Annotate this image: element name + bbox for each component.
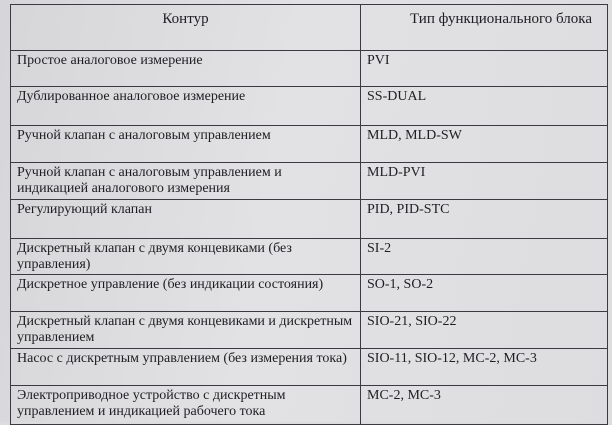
contour-cell: Регулирующий клапан (11, 200, 361, 239)
contour-cell: Ручной клапан с аналоговым управлением и индикацией аналогового измерения (11, 163, 361, 200)
table-row (11, 239, 608, 275)
contour-cell: Дискретное управление (без индикации состояния) (11, 275, 361, 312)
header-block-type: Тип функционального блока (361, 5, 608, 51)
function-block-table (10, 4, 608, 425)
block-type-cell: MC-2, MC-3 (361, 386, 608, 425)
block-type-cell: PVI (361, 51, 608, 87)
block-type-cell: SIO-11, SIO-12, MC-2, MC-3 (361, 349, 608, 386)
table-row (11, 386, 608, 425)
table-row (11, 200, 608, 239)
contour-cell: Дискретный клапан с двумя концевиками и дискретным управлением (11, 312, 361, 349)
contour-cell: Простое аналоговое измерение (11, 51, 361, 87)
contour-cell: Ручной клапан с аналоговым управлением (11, 126, 361, 163)
table-row (11, 349, 608, 386)
block-type-cell: SI-2 (361, 239, 608, 275)
contour-cell: Дискретный клапан с двумя концевиками (без управления) (11, 239, 361, 275)
header-contour: Контур (11, 5, 361, 51)
block-type-cell: SS-DUAL (361, 87, 608, 126)
contour-cell: Электроприводное устройство с дискретным управлением и индикацией рабочего тока (11, 386, 361, 425)
block-type-cell: SO-1, SO-2 (361, 275, 608, 312)
block-type-cell: PID, PID-STC (361, 200, 608, 239)
table-row (11, 312, 608, 349)
table-row (11, 87, 608, 126)
table-row (11, 163, 608, 200)
block-type-cell: MLD, MLD-SW (361, 126, 608, 163)
table-row (11, 275, 608, 312)
contour-cell: Насос с дискретным управлением (без измерения тока) (11, 349, 361, 386)
block-type-cell: MLD-PVI (361, 163, 608, 200)
contour-cell: Дублированное аналоговое измерение (11, 87, 361, 126)
block-type-cell: SIO-21, SIO-22 (361, 312, 608, 349)
table-row (11, 126, 608, 163)
table-header-row (11, 5, 608, 51)
table-row (11, 51, 608, 87)
